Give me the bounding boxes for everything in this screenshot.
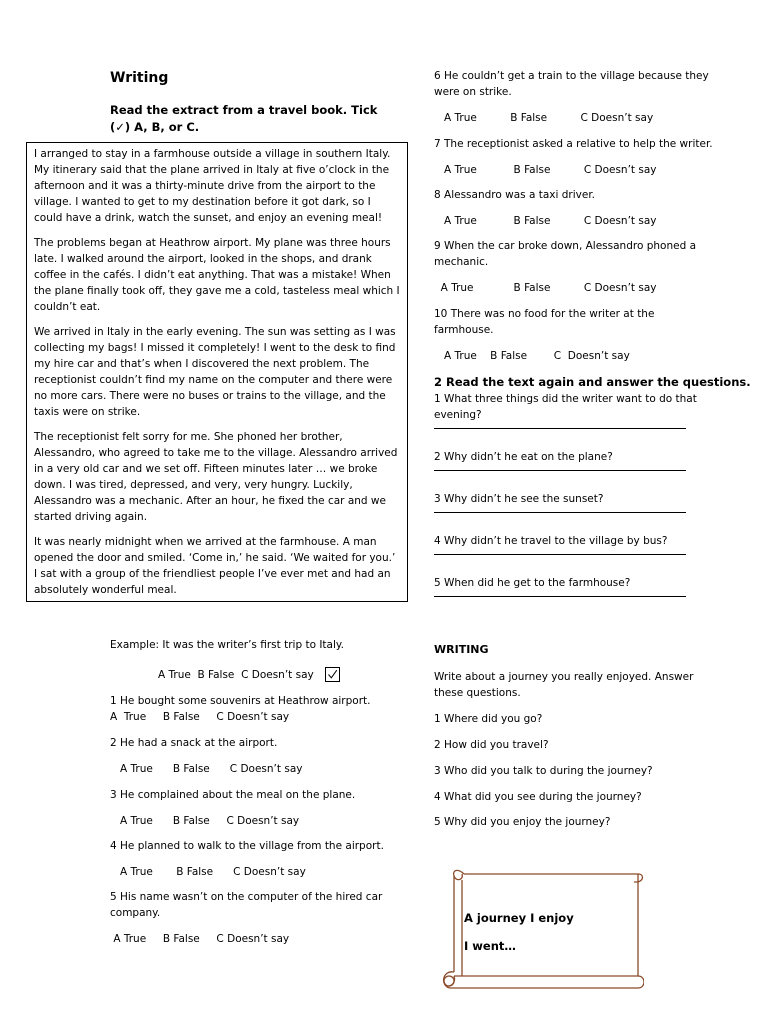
example-options-text: A True B False C Doesn’t say [158,669,314,681]
answer-options[interactable]: A True B False C Doesn’t say [434,164,657,176]
writing-question: 5 Why did you enjoy the journey? [434,816,611,828]
open-question [434,491,724,513]
question-item [110,693,400,725]
answer-options[interactable]: A True B False C Doesn’t say [434,350,630,362]
answer-options[interactable]: A True B False C Doesn’t say [434,215,657,227]
question-item [434,68,734,126]
question-text: 10 There was no food for the writer at the farmhouse. [434,308,655,336]
open-question [434,449,724,471]
question-text: 8 Alessandro was a taxi driver. [434,189,596,201]
answer-options[interactable]: A True B False C Doesn’t say [110,711,290,723]
answer-line[interactable] [434,554,686,555]
check-icon [325,667,340,682]
question-item [110,838,400,880]
question-text: 1 He bought some souvenirs at Heathrow airport. [110,695,371,707]
extract-paragraph: The problems began at Heathrow airport. My plane was three hours late. I walked around the airport, looked in the shops, and drank coffee in the cafés. I didn’t eat anything. That was a mistake! When the plane finally took off, they gave me a cold, tasteless meal which I couldn’t eat. [34,237,400,313]
writing-intro: Write about a journey you really enjoyed. Answer these questions. [434,671,694,699]
instruction-text: Read the extract from a travel book. Tick (✓) A, B, or C. [110,103,378,134]
extract-paragraph: It was nearly midnight when we arrived at the farmhouse. A man opened the door and smiled. ‘Come in,’ he said. ‘We waited for you.’ I sat with a group of the friendliest people I’ve ever met and had an absolutely wonderful meal. [34,536,396,596]
answer-options[interactable]: A True B False C Doesn’t say [110,866,306,878]
question-text: 2 Why didn’t he eat on the plane? [434,451,613,463]
scroll-title: A journey I enjoy [464,911,574,925]
answer-options[interactable]: A True B False C Doesn’t say [110,933,290,945]
writing-heading: WRITING [434,643,489,656]
question-text: 5 His name wasn’t on the computer of the hired car company. [110,891,383,919]
answer-options[interactable]: A True B False C Doesn’t say [434,282,657,294]
example-options [158,667,340,683]
answer-line[interactable] [434,428,686,429]
extract-box [26,142,408,602]
open-question [434,575,724,597]
question-text: 7 The receptionist asked a relative to help the writer. [434,138,713,150]
answer-options[interactable]: A True B False C Doesn’t say [110,815,300,827]
question-text: 5 When did he get to the farmhouse? [434,577,631,589]
question-text: 4 He planned to walk to the village from the airport. [110,840,384,852]
question-item [434,136,734,178]
example-question: Example: It was the writer’s first trip to Italy. [110,639,344,651]
question-text: 9 When the car broke down, Alessandro phoned a mechanic. [434,240,697,268]
answer-options[interactable]: A True B False C Doesn’t say [434,112,654,124]
extract-paragraph: I arranged to stay in a farmhouse outside a village in southern Italy. My itinerary said that the plane arrived in Italy at five o’clock in the afternoon and it was a thirty-minute drive from the airport to the village. I wanted to get to my destination before it got dark, so I could have a drink, watch the sunset, and enjoy an evening meal! [34,148,391,224]
question-item [434,306,704,364]
open-question [434,533,724,555]
writing-question: 3 Who did you talk to during the journey? [434,765,653,777]
question-text: 1 What three things did the writer want to do that evening? [434,393,697,421]
question-item [434,187,734,229]
scroll-icon [438,866,644,992]
question-text: 6 He couldn’t get a train to the village because they were on strike. [434,70,709,98]
writing-question: 2 How did you travel? [434,739,549,751]
question-text: 3 Why didn’t he see the sunset? [434,493,604,505]
scroll-graphic [438,866,644,992]
question-text: 3 He complained about the meal on the plane. [110,789,356,801]
open-question [434,391,724,429]
scroll-starter[interactable]: I went… [464,939,516,953]
extract-paragraph: We arrived in Italy in the early evening. The sun was setting as I was collecting my bags! I missed it completely! I went to the desk to find my hire car and that’s when I discovered the next problem. The receptionist couldn’t find my name on the computer and there were no more cars. There were no buses or trains to the village, and the taxis were on strike. [34,326,396,418]
answer-options[interactable]: A True B False C Doesn’t say [110,763,303,775]
writing-question: 4 What did you see during the journey? [434,791,642,803]
page-title: Writing [110,70,169,86]
answer-line[interactable] [434,596,686,597]
question-text: 2 He had a snack at the airport. [110,737,278,749]
question-item [110,735,400,777]
question-item [434,238,724,296]
question-text: 4 Why didn’t he travel to the village by bus? [434,535,668,547]
answer-line[interactable] [434,512,686,513]
writing-question: 1 Where did you go? [434,713,543,725]
answer-line[interactable] [434,470,686,471]
extract-paragraph: The receptionist felt sorry for me. She phoned her brother, Alessandro, who agreed to take me to the village. Alessandro arrived in a very old car and we set off. Fifteen minutes later … we broke down. I was tired, depressed, and very, very hungry. Luckily, Alessandro was a mechanic. After an hour, he fixed the car and we started driving again. [34,431,398,523]
section-2-heading: 2 Read the text again and answer the questions. [434,375,751,389]
question-item [110,787,400,829]
question-item [110,889,400,947]
